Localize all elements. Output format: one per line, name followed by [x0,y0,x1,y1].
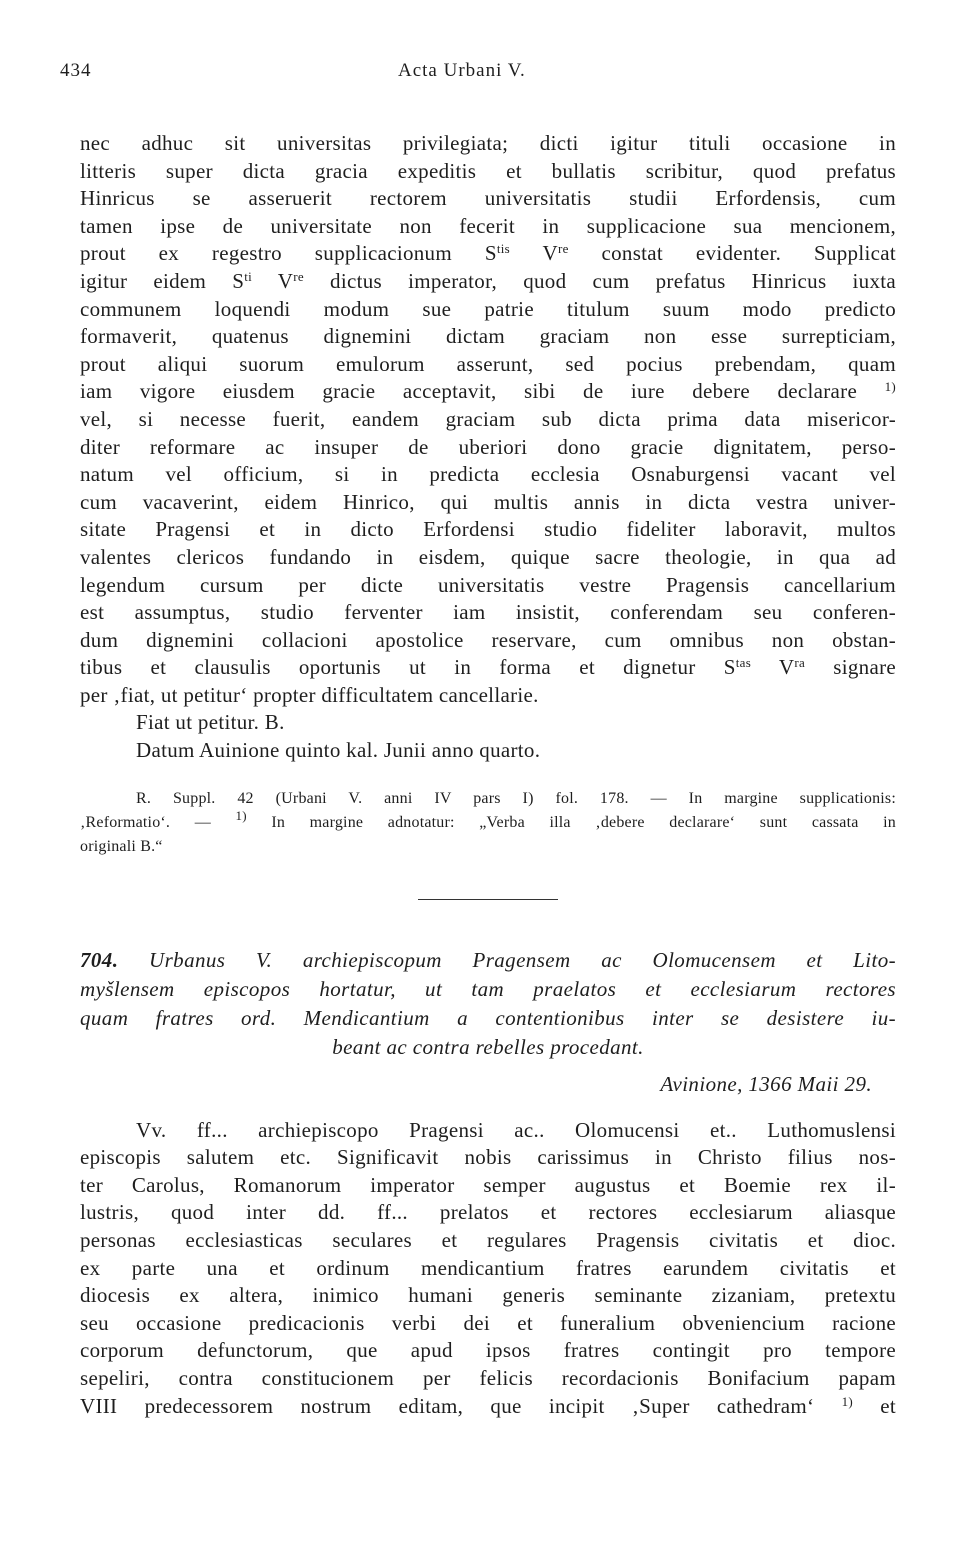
text-line: nec adhuc sit universitas privilegiata; dicti igitur tituli occasione in [80,131,896,155]
text-line: corporum defunctorum, que apud ipsos fratres contingit pro tempore [80,1338,896,1363]
separator-rule [418,899,558,900]
footnote-line: ‚Reformatio‘. — $^{1)}$ In margine adnotatur: „Verba illa ‚debere declarare‘ sunt cassata in [80,807,896,831]
page [60,60,897,1420]
document-heading [80,946,896,1062]
summary-line: 704. Urbanus V. archiepiscopum Pragensem ac Olomucensem et Lito- [80,947,897,972]
datum-line: Datum Auinione quinto kal. Junii anno quarto. [136,738,541,763]
text-line: tibus et clausulis oportunis ut in forma et dignetur $S^{tas}$ $V^{ra}$ signare [80,655,897,680]
superscript: tas [735,655,752,671]
footnote-line: originali B.“ [80,837,163,855]
superscript: re [293,268,304,284]
superscript: 1) [235,807,247,823]
document-summary-last-line: beant ac contra rebelles procedant. [332,1034,644,1059]
text-line: episcopis salutem etc. Significavit nobis carissimus in Christo filius nos- [80,1145,896,1170]
superscript: re [557,241,569,257]
superscript: ra [794,655,806,671]
letter-paragraph [80,1117,896,1421]
text-line: diter reformare ac insuper de uberiori dono gracie dignitatem, perso- [80,434,896,459]
text-line: legendum cursum per dicte universitatis vestre Pragensis cancellarium [80,572,896,597]
text-line: personas ecclesiasticas seculares et regulares Pragensis civitatis et dioc. [80,1228,896,1253]
footnote-line: R. Suppl. 42 (Urbani V. anni IV pars I) fol. 178. — In margine supplicationis: [136,789,896,807]
footnotes [80,787,896,859]
fiat-line: Fiat ut petitur. B. [136,710,285,735]
text-line: prout ex regestro supplicacionum $S^{tis}$ Vre constat evidenter. Supplicat [80,241,896,266]
supplication-paragraph [80,130,896,709]
text-line: VIII predecessorem nostrum editam, que incipit ‚Super cathedram‘ $^{1)}$ et [80,1393,896,1418]
page-number: 434 [60,60,92,81]
text-line: tamen ipse de universitate non fecerit in supplicacione sua mencionem, [80,213,896,238]
superscript: ti [244,268,253,284]
text-line: sitate Pragensi et in dicto Erfordensi studio fideliter laboravit, multos [80,517,896,542]
letter-text [80,1117,896,1421]
text-line: ter Carolus, Romanorum imperator semper augustus et Boemie rex il- [80,1172,896,1197]
text-line: prout aliqui suorum emulorum asserunt, sed pocius prebendam, quam [80,351,896,376]
text-line: sepeliri, contra constitucionem per felicis recordacionis Bonifacium papam [80,1366,896,1390]
text-line: dum dignemini collacioni apostolice reservare, cum omnibus non obstan- [80,627,896,652]
text-line: igitur eidem $S^{ti}$ Vre dictus imperator, quod cum prefatus Hinricus iuxta [80,268,897,293]
document-summary [80,946,896,1033]
text-line: cum vacaverint, eidem Hinrico, qui multis annis in dicta vestra univer- [80,489,896,514]
superscript: 1) [884,379,896,395]
running-head [60,60,896,90]
text-line: vel, si necesse fuerit, eandem graciam sub dicta prima data misericor- [80,406,896,431]
text-line: est assumptus, studio ferventer iam insistit, conferendam seu conferen- [80,600,896,625]
superscript: tis [496,241,510,257]
summary-line: myšlensem episcopos hortatur, ut tam praelatos et ecclesiarum rectores [80,976,896,1001]
text-line: litteris super dicta gracia expeditis et bullatis scribitur, quod prefatus [80,158,896,183]
text-line: seu occasione predicacionis verbi dei et funeralium obveniencium racione [80,1310,896,1335]
text-line: valentes clericos fundando in eisdem, quique sacre theologie, in qua ad [80,544,896,569]
text-line: formaverit, quatenus dignemini dictam graciam non esse surrepticiam, [80,324,896,349]
text-line: diocesis ex altera, inimico humani generis seminante zizaniam, pretextu [80,1283,896,1308]
text-line: lustris, quod inter dd. ff... prelatos et rectores ecclesiarum aliasque [80,1200,896,1225]
text-line: iam vigore eiusdem gracie acceptavit, sibi de iure debere declarare $^{1)}$ [80,379,896,404]
text-line: ex parte una et ordinum mendicantium fratres earundem civitatis et [80,1255,896,1280]
previous-document-text [80,130,896,765]
text-line: per ‚fiat, ut petitur‘ propter difficultatem cancellarie. [80,682,539,707]
summary-line: quam fratres ord. Mendicantium a contentionibus inter se desistere iu- [80,1005,896,1030]
text-line: Hinricus se asseruerit rectorem universitatis studii Erfordensis, cum [80,186,896,211]
superscript: 1) [841,1393,853,1409]
text-line: natum vel officium, si in predicta ecclesia Osnaburgensi vacant vel [80,462,896,487]
running-head-title: Acta Urbani V. [398,60,526,81]
text-line: communem loquendi modum sue patrie titulum suum modo predicto [80,296,896,321]
document-number: 704. [80,947,150,972]
text-line: Vv. ff... archiepiscopo Pragensi ac.. Olomucensi et.. Luthomuslensi [136,1117,896,1142]
dateline: Avinione, 1366 Maii 29. [660,1071,872,1096]
